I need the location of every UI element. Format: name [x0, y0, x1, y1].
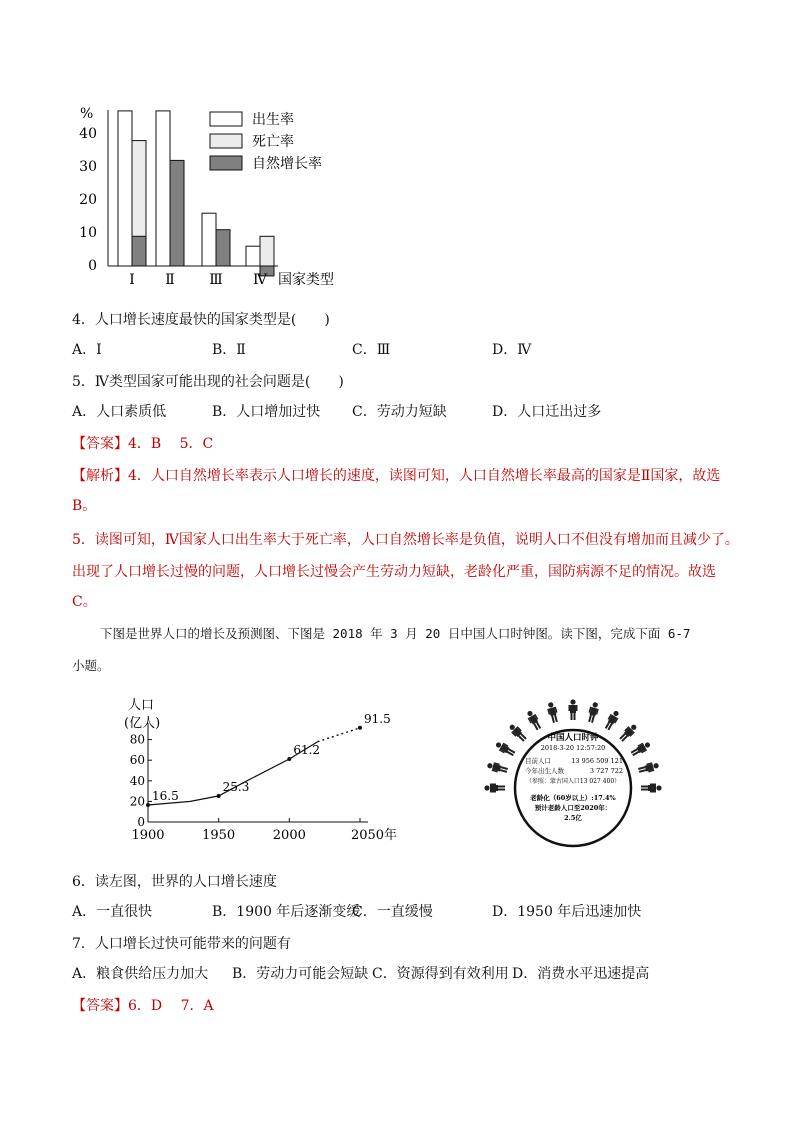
person-icon	[618, 722, 639, 743]
q6-option-d[interactable]: D．1950 年后迅速加快	[492, 904, 642, 920]
x-tick-label: Ⅳ	[253, 272, 267, 288]
analysis5-line-1: 5．读图可知，Ⅳ国家人口出生率大于死亡率，人口自然增长率是负值，说明人口不但没有增加而且减少了。	[72, 532, 739, 548]
analysis-text-1: 4．人口自然增长率表示人口增长的速度，读图可知，人口自然增长率最高的国家是Ⅱ国家，故选	[128, 468, 721, 484]
y-tick-label: 40	[79, 126, 97, 142]
legend-label: 自然增长率	[252, 156, 322, 172]
y-tick-label: 30	[79, 159, 97, 175]
bar-natural-growth	[132, 236, 146, 266]
data-label: 16.5	[152, 789, 179, 804]
answer2-label: 【答案】	[72, 998, 128, 1014]
question-5: 5．Ⅳ类型国家可能出现的社会问题是( )	[72, 374, 344, 390]
clock-row2-label: 今年出生人数	[525, 767, 564, 775]
data-point	[146, 803, 150, 807]
y-tick-label: 0	[88, 258, 97, 274]
clock-row1-value: 13 956 509 121	[571, 757, 623, 765]
q4-option-b[interactable]: B．Ⅱ	[212, 342, 246, 358]
bar-natural-growth	[216, 230, 230, 266]
q5-option-a[interactable]: A．人口素质低	[72, 404, 167, 420]
y-tick-label: 10	[79, 225, 97, 241]
intro-line-2: 小题。	[72, 658, 110, 673]
data-point	[358, 726, 362, 730]
x-tick-label: Ⅱ	[165, 272, 175, 288]
bar-birth-rate	[156, 111, 170, 266]
data-point	[287, 757, 291, 761]
q5-option-c[interactable]: C．劳动力短缺	[352, 404, 447, 420]
y-tick-label: 0	[137, 815, 145, 829]
analysis5-line-2: 出现了人口增长过慢的问题，人口增长过慢会产生劳动力短缺，老龄化严重，国防病源不足的情况。故选	[72, 564, 716, 580]
legend-swatch	[210, 112, 242, 126]
person-icon	[586, 701, 600, 723]
legend-swatch	[210, 156, 242, 170]
answer-text: 4．B 5．C	[128, 436, 214, 452]
clock-row1-label: 目前人口	[525, 757, 551, 765]
person-icon	[494, 740, 516, 758]
x-tick-label: 1950	[202, 828, 236, 843]
person-icon	[638, 761, 660, 775]
population-projection-line	[318, 728, 360, 742]
question-4: 4．人口增长速度最快的国家类型是( )	[72, 312, 330, 328]
y-tick-label: 40	[129, 773, 145, 788]
population-line-chart	[120, 695, 410, 860]
q7-option-d[interactable]: D．消费水平迅速提高	[512, 966, 650, 982]
q5-option-b[interactable]: B．人口增加过快	[212, 404, 321, 420]
q4-option-c[interactable]: C．Ⅲ	[352, 342, 391, 358]
question-6: 6．读左图，世界的人口增长速度	[72, 874, 277, 890]
answer-block-1	[72, 434, 213, 454]
person-icon	[486, 761, 508, 775]
clock-aging-1: 老龄化（60岁以上）:17.4%	[530, 794, 616, 802]
clock-title: 中国人口时钟	[547, 733, 599, 743]
q6-option-c[interactable]: C．一直缓慢	[352, 904, 433, 920]
clock-row2-value: 3 727 722	[589, 767, 623, 775]
person-icon	[525, 709, 543, 731]
legend-label: 死亡率	[252, 134, 294, 150]
q4-option-a[interactable]: A．Ⅰ	[72, 342, 102, 358]
question-7: 7．人口增长过快可能带来的问题有	[72, 936, 291, 952]
person-icon	[641, 784, 662, 793]
person-icon	[546, 701, 560, 723]
y-tick-label: 20	[79, 192, 97, 208]
q5-option-d[interactable]: D．人口迁出过多	[492, 404, 602, 420]
clock-aging-2: 预计老龄人口至2020年：	[534, 804, 612, 812]
data-point	[217, 794, 221, 798]
y-axis-unit: (亿人)	[124, 716, 161, 731]
analysis5-line-3: C。	[72, 594, 97, 610]
y-axis-label: 人口	[128, 698, 155, 713]
analysis-label: 【解析】	[72, 468, 128, 484]
data-label: 25.3	[222, 779, 250, 794]
data-label: 61.2	[293, 742, 321, 757]
bar-birth-rate	[118, 111, 132, 266]
x-axis-label: 国家类型	[278, 272, 334, 288]
x-tick-label: Ⅲ	[209, 272, 223, 288]
legend-swatch	[210, 134, 242, 148]
intro-line-1: 下图是世界人口的增长及预测图、下图是 2018 年 3 月 20 日中国人口时钟图。读下图，完成下面 6-7	[100, 626, 691, 641]
bar-birth-rate	[202, 213, 216, 266]
q4-option-d[interactable]: D．Ⅳ	[492, 342, 532, 358]
q7-option-a[interactable]: A．粮食供给压力加大	[72, 966, 209, 982]
person-icon	[484, 784, 505, 793]
x-tick-label: 2050年	[350, 828, 398, 843]
clock-aging-3: 2.5亿	[564, 814, 582, 822]
y-tick-label: 20	[129, 794, 145, 809]
y-axis-label: %	[80, 106, 94, 122]
q6-option-b[interactable]: B．1900 年后逐渐变缓	[212, 904, 361, 920]
y-tick-label: 60	[129, 753, 145, 768]
y-tick-label: 80	[129, 732, 145, 747]
person-icon	[569, 699, 578, 720]
legend-label: 出生率	[252, 112, 294, 128]
answer-label: 【答案】	[72, 436, 128, 452]
population-clock	[468, 683, 678, 858]
person-icon	[630, 740, 652, 758]
bar-natural-growth	[170, 160, 184, 266]
analysis-line-2: B。	[72, 498, 97, 514]
clock-datetime: 2018-3-20 12:57:20	[540, 744, 606, 752]
x-tick-label: Ⅰ	[129, 272, 135, 288]
x-tick-label: 1900	[131, 828, 165, 843]
bar-birth-rate	[246, 246, 260, 266]
data-label: 91.5	[364, 711, 391, 726]
q7-option-b[interactable]: B．劳动力可能会短缺	[232, 966, 369, 982]
person-icon	[603, 709, 621, 731]
analysis-line-1	[72, 466, 720, 486]
q6-option-a[interactable]: A．一直很快	[72, 904, 153, 920]
bar-chart	[70, 98, 370, 298]
q7-option-c[interactable]: C．资源得到有效利用	[372, 966, 509, 982]
answer2-text: 6．D 7．A	[128, 998, 214, 1014]
person-icon	[507, 722, 528, 743]
answer-block-2	[72, 996, 214, 1016]
x-tick-label: 2000	[272, 828, 306, 843]
clock-row3: （参照：蒙古国人口13 027 400）	[525, 778, 621, 785]
bar-death-rate	[260, 236, 274, 266]
